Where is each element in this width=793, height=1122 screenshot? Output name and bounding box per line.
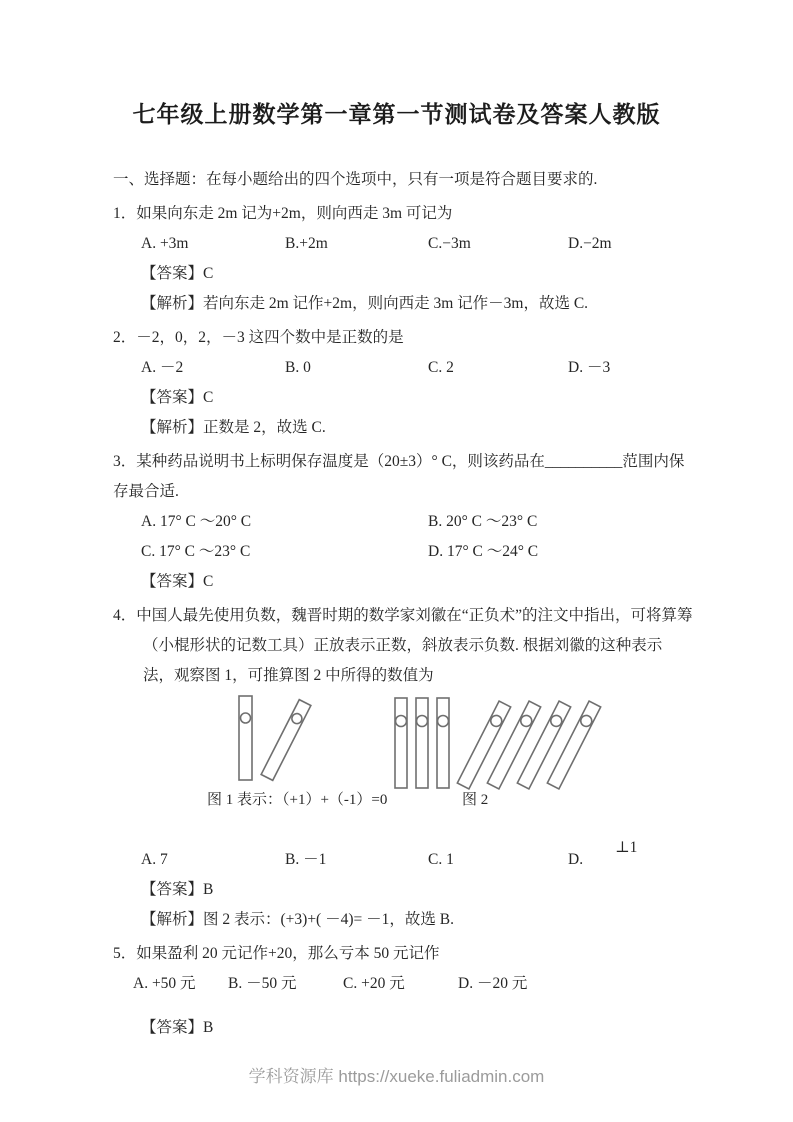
figure-1-caption: 图 1 表示：（+1）+（-1）=0	[207, 792, 388, 808]
option-d: D. －20 元	[458, 975, 528, 992]
option-d-value: ⊥1	[615, 839, 638, 856]
answer-line: 【答案】B	[141, 881, 214, 898]
option-b: B. －50 元	[228, 975, 297, 992]
question-1	[113, 199, 693, 319]
document-body	[113, 165, 693, 1043]
option-d: D. －3	[568, 359, 611, 376]
options-row	[113, 507, 693, 537]
options-row	[113, 353, 693, 383]
question-2	[113, 323, 693, 443]
options-row	[113, 537, 693, 567]
option-d: D.−2m	[568, 235, 612, 252]
question-stem: 1．如果向东走 2m 记为+2m，则向西走 3m 可记为	[113, 205, 453, 222]
answer-line: 【答案】B	[141, 1019, 214, 1036]
rod-vertical	[416, 698, 428, 788]
question-stem: 2．－2，0，2，－3 这四个数中是正数的是	[113, 329, 404, 346]
option-a: A. +3m	[141, 235, 189, 252]
answer-line: 【答案】C	[141, 265, 214, 282]
rod-vertical	[395, 698, 407, 788]
figure-2-caption: 图 2	[462, 792, 489, 808]
question-stem: 5．如果盈利 20 元记作+20，那么亏本 50 元记作	[113, 945, 440, 962]
option-b: B. 20° C ～23° C	[428, 513, 538, 530]
option-c: C. 17° C ～23° C	[141, 543, 251, 560]
option-b: B. 0	[285, 359, 311, 376]
footer-watermark-link[interactable]: 学科资源库 https://xueke.fuliadmin.com	[248, 1067, 545, 1086]
option-d-label: D.	[568, 851, 584, 868]
option-b: B.+2m	[285, 235, 328, 252]
counting-rods-figure	[113, 691, 693, 813]
rod-vertical	[239, 696, 252, 780]
counting-rods-illustration	[233, 691, 713, 791]
question-3	[113, 447, 693, 597]
option-a: A. 7	[141, 851, 168, 868]
option-c: C.−3m	[428, 235, 471, 252]
analysis-line: 【解析】若向东走 2m 记作+2m，则向西走 3m 记作－3m，故选 C.	[141, 295, 589, 312]
option-a: A. +50 元	[133, 975, 196, 992]
analysis-line: 【解析】图 2 表示：(+3)+( －4)= －1，故选 B.	[141, 911, 454, 928]
analysis-line: 【解析】正数是 2，故选 C.	[141, 419, 326, 436]
question-5	[113, 939, 693, 1043]
page-title: 七年级上册数学第一章第一节测试卷及答案人教版	[132, 102, 661, 127]
option-c: C. 1	[428, 851, 454, 868]
option-a: A. 17° C ～20° C	[141, 513, 252, 530]
options-row	[113, 839, 693, 875]
question-stem: 3．某种药品说明书上标明保存温度是（20±3）° C，则该药品在__________范围内保存最合适.	[113, 453, 685, 500]
option-d	[568, 839, 693, 875]
answer-line: 【答案】C	[141, 573, 214, 590]
rod-vertical	[437, 698, 449, 788]
option-d: D. 17° C ～24° C	[428, 543, 539, 560]
question-stem: 4．中国人最先使用负数，魏晋时期的数学家刘徽在“正负术”的注文中指出，可将算筹（小棍形状的记数工具）正放表示正数，斜放表示负数. 根据刘徽的这种表示法，观察图 1，可推算图 2 中所得的数值为	[113, 607, 693, 684]
answer-line: 【答案】C	[141, 389, 214, 406]
options-row	[113, 229, 693, 259]
option-b: B. －1	[285, 851, 327, 868]
option-c: C. +20 元	[343, 975, 405, 992]
rod-slanted	[261, 700, 311, 781]
question-4	[113, 601, 693, 935]
option-c: C. 2	[428, 359, 454, 376]
section-header: 一、选择题：在每小题给出的四个选项中，只有一项是符合题目要求的.	[113, 171, 598, 188]
options-row	[113, 969, 693, 999]
option-a: A. －2	[141, 359, 184, 376]
